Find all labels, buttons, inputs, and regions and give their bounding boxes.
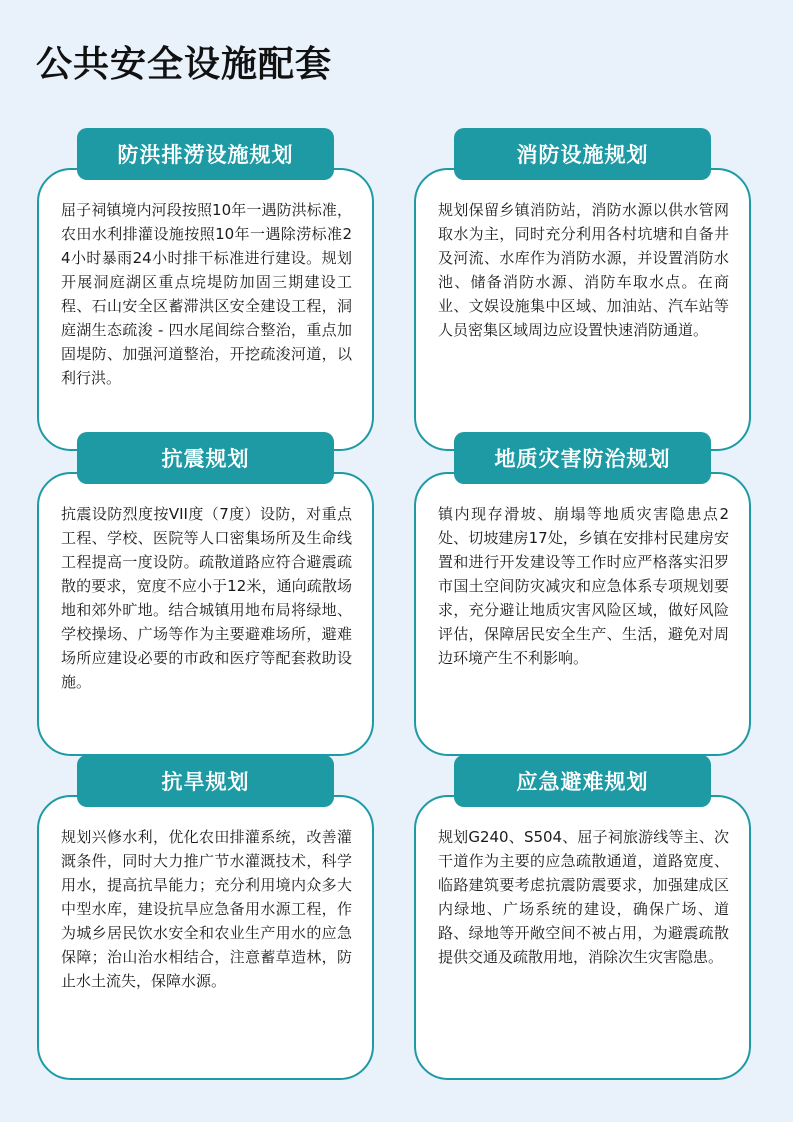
flood-control-heading: 防洪排涝设施规划 bbox=[77, 128, 334, 180]
geohazard-heading: 地质灾害防治规划 bbox=[454, 432, 711, 484]
drought-text: 规划兴修水利，优化农田排灌系统，改善灌溉条件，同时大力推广节水灌溉技术，科学用水，提高抗旱能力；充分利用境内众多大中型水库，建设抗旱应急备用水源工程，作为城乡居民饮水安全和农业生产用水的应急保障；治山治水相结合，注意蓄草造林，防止水土流失，保障水源。 bbox=[61, 828, 352, 990]
fire-protection-heading: 消防设施规划 bbox=[454, 128, 711, 180]
flood-control-body-box bbox=[37, 168, 374, 451]
earthquake-body-box bbox=[37, 472, 374, 756]
drought-heading: 抗旱规划 bbox=[77, 755, 334, 807]
geohazard-text: 镇内现存滑坡、崩塌等地质灾害隐患点2处、切坡建房17处，乡镇在安排村民建房安置和进行开发建设等工作时应严格落实汨罗市国土空间防灾减灾和应急体系专项规划要求，充分避让地质灾害风险区域，做好风险评估，保障居民安全生产、生活，避免对周边环境产生不利影响。 bbox=[438, 505, 729, 667]
drought-body-box bbox=[37, 795, 374, 1080]
fire-protection-text: 规划保留乡镇消防站，消防水源以供水管网取水为主，同时充分利用各村坑塘和自备井及河流、水库作为消防水源，并设置消防水池、储备消防水源、消防车取水点。在商业、文娱设施集中区域、加油站、汽车站等人员密集区域周边应设置快速消防通道。 bbox=[438, 201, 729, 339]
fire-protection-body-box bbox=[414, 168, 751, 451]
page-title: 公共安全设施配套 bbox=[36, 44, 333, 85]
earthquake-text: 抗震设防烈度按VII度（7度）设防，对重点工程、学校、医院等人口密集场所及生命线工程提高一度设防。疏散道路应符合避震疏散的要求，宽度不应小于12米，通向疏散场地和郊外旷地。结合城镇用地布局将绿地、学校操场、广场等作为主要避难场所，避难场所应建设必要的市政和医疗等配套救助设施。 bbox=[61, 505, 352, 691]
flood-control-text: 屈子祠镇境内河段按照10年一遇防洪标准，农田水利排灌设施按照10年一遇除涝标准24小时暴雨24小时排干标准进行建设。规划开展洞庭湖区重点垸堤防加固三期建设工程、石山安全区蓄滞洪区安全建设工程，洞庭湖生态疏浚 - 四水尾闾综合整治，重点加固堤防、加强河道整治，开挖疏浚河道，以利行洪。 bbox=[61, 201, 352, 387]
emergency-shelter-body-box bbox=[414, 795, 751, 1080]
emergency-shelter-text: 规划G240、S504、屈子祠旅游线等主、次干道作为主要的应急疏散通道，道路宽度、临路建筑要考虑抗震防震要求，加强建成区内绿地、广场系统的建设，确保广场、道路、绿地等开敞空间不被占用，为避震疏散提供交通及疏散用地，消除次生灾害隐患。 bbox=[438, 828, 729, 966]
emergency-shelter-heading: 应急避难规划 bbox=[454, 755, 711, 807]
earthquake-heading: 抗震规划 bbox=[77, 432, 334, 484]
geohazard-body-box bbox=[414, 472, 751, 756]
